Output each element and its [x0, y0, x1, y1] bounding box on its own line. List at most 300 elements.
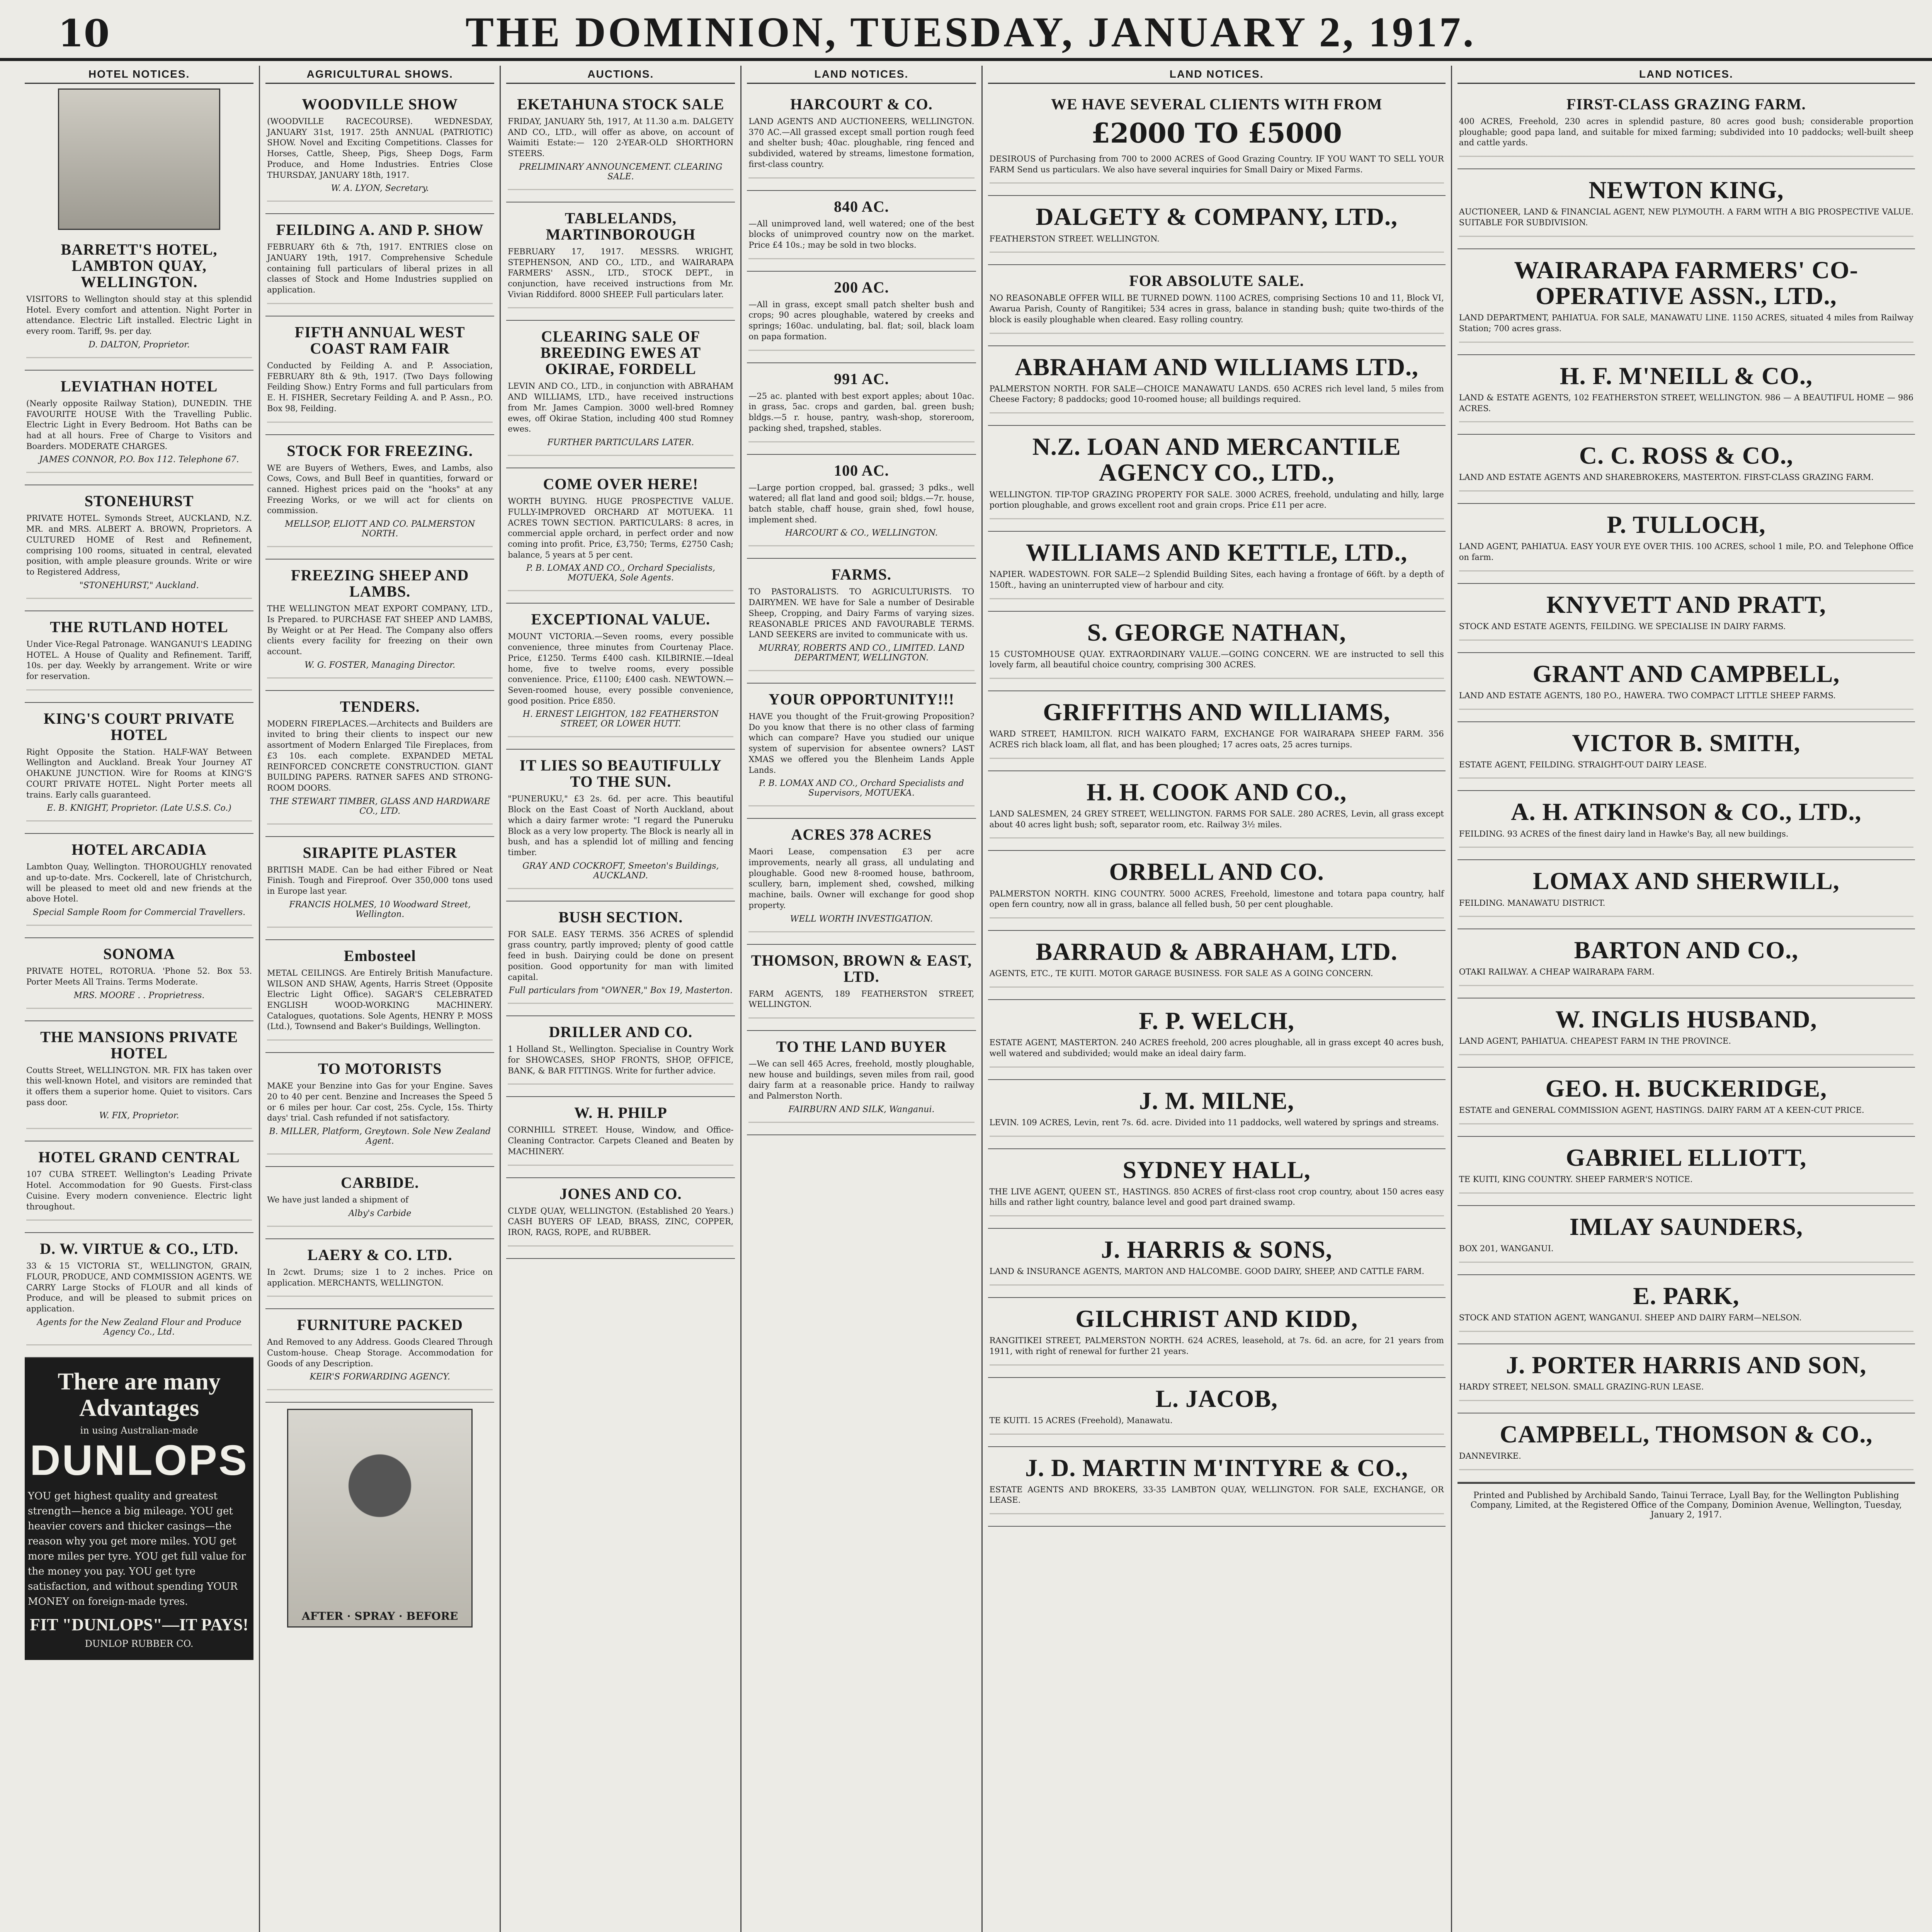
ad-body: LAND AGENTS AND AUCTIONEERS, WELLINGTON. 370 AC.—All grassed except small portion rough feed and shelter bush; 40ac. ploughable, ring fenced and subdivided, watered by streams, limestone formation, first-class country.: [748, 117, 975, 169]
text-filler: [990, 1281, 1444, 1286]
ad-title: THE MANSIONS PRIVATE HOTEL: [40, 1028, 238, 1062]
ad-title: FIRST-CLASS GRAZING FARM.: [1566, 95, 1806, 113]
advertisement: [25, 1233, 253, 1358]
text-filler: [1459, 981, 1913, 987]
text-filler: [990, 1510, 1444, 1515]
ad-title: THE RUTLAND HOTEL: [50, 618, 228, 636]
ad-body: WELLINGTON. TIP-TOP GRAZING PROPERTY FOR SALE. 3000 ACRES, freehold, undulating and hilly, large portion ploughable, and grows excellent root and grain crops. Price £11 per acre.: [989, 490, 1444, 510]
masthead: [0, 0, 1932, 61]
ad-signature: PRELIMINARY ANNOUNCEMENT. CLEARING SALE.: [519, 162, 723, 182]
ad-price: £2000 TO £5000: [1091, 117, 1342, 149]
ad-body: LAND & ESTATE AGENTS, 102 FEATHERSTON STREET, WELLINGTON. 986 — A BEAUTIFUL HOME — 986 ACRES.: [1459, 393, 1913, 413]
ad-body: LEVIN. 109 ACRES, Levin, rent 7s. 6d. acre. Divided into 11 paddocks, well watered by springs and streams.: [989, 1117, 1439, 1127]
text-filler: [508, 733, 733, 738]
text-filler: [748, 346, 974, 352]
advertisement: [988, 196, 1446, 265]
hotel-illustration: [58, 88, 220, 230]
text-filler: [990, 1212, 1444, 1217]
advertisement: [1458, 1206, 1915, 1275]
ad-title: 991 AC.: [834, 370, 889, 388]
ad-title: ACRES 378 ACRES: [791, 826, 932, 844]
page-number: 10: [58, 12, 110, 55]
ad-signature: FAIRBURN AND SILK, Wanganui.: [788, 1104, 935, 1114]
ad-signature: JAMES CONNOR, P.O. Box 112. Telephone 67.: [39, 455, 239, 465]
advertisement: [25, 938, 253, 1021]
text-filler: [1459, 1466, 1913, 1471]
ad-body: OTAKI RAILWAY. A CHEAP WAIRARAPA FARM.: [1459, 967, 1655, 977]
ad-title: EXCEPTIONAL VALUE.: [531, 611, 710, 628]
advertisement: [506, 901, 735, 1017]
ad-list: [265, 88, 494, 1403]
advertisement: [265, 1167, 494, 1239]
text-filler: [1459, 843, 1913, 849]
ad-title: J. M. MILNE,: [1139, 1087, 1294, 1114]
ad-body: BRITISH MADE. Can be had either Fibred or Neat Finish. Tough and Fireproof. Over 350,000 tons used in Europe last year.: [267, 865, 493, 896]
text-filler: [748, 928, 974, 933]
ad-title: TENDERS.: [340, 697, 420, 715]
ad-body: 107 CUBA STREET. Wellington's Leading Private Hotel. Accommodation for 90 Guests. First-class Cuisine. Every modern convenience. Electric light throughout.: [26, 1170, 252, 1211]
ad-body: In 2cwt. Drums; size 1 to 2 inches. Price on application. MERCHANTS, WELLINGTON.: [267, 1267, 493, 1287]
ad-body: TO PASTORALISTS. TO AGRICULTURISTS. TO DAIRYMEN. WE have for Sale a number of Desirable Sheep, Cropping, and Dairy Farms of varying sizes. REASONABLE PRICES AND FAVOURABLE TERMS. LAND SEEKERS are invited to communicate with us.: [748, 587, 975, 639]
text-filler: [508, 999, 733, 1005]
text-filler: [748, 255, 974, 260]
text-filler: [1459, 1258, 1913, 1264]
ad-body: MODERN FIREPLACES.—Architects and Builders are invited to bring their clients to inspect our new assortment of Modern Enlarged Tile Fireplaces, from £3 10s. each complete. EXPANDED METAL REINFORCED CONCRETE CONSTRUCTION. GIANT BUILDING PAPERS. RATNER SAFES AND STRONG-ROOM DOORS.: [267, 719, 493, 793]
ad-body: THE WELLINGTON MEAT EXPORT COMPANY, LTD., Is Prepared. to PURCHASE FAT SHEEP AND LAMBS, By Weight or at Per Head. The Company also offers clients every facility for freezing on their own account.: [267, 604, 493, 656]
ad-signature: D. DALTON, Proprietor.: [88, 340, 190, 350]
ad-body: FEBRUARY 6th & 7th, 1917. ENTRIES close on JANUARY 19th, 1917. Comprehensive Schedule containing full particulars of liberal prizes in all classes of Stock and Home Industries supplied on application.: [267, 242, 493, 295]
ad-title: 200 AC.: [834, 278, 889, 296]
text-filler: [1459, 152, 1913, 158]
text-filler: [508, 304, 733, 309]
imprint: Printed and Published by Archibald Sando, Tainui Terrace, Lyall Bay, for the Wellington Publishing Company, Limited, at the Registered Office of the Company, Dominion Avenue, Wellington, Tuesday, January 2, 1917.: [1458, 1483, 1915, 1527]
ad-body: 15 CUSTOMHOUSE QUAY. EXTRAORDINARY VALUE.—GOING CONCERN. WE are instructed to sell this lovely farm, all beautiful choice country, comprising 300 ACRES.: [989, 649, 1444, 670]
ad-body: We have just landed a shipment of: [267, 1195, 408, 1205]
ad-title: GRANT AND CAMPBELL,: [1532, 660, 1840, 687]
advertisement: [265, 837, 494, 940]
advertisement: [747, 1031, 976, 1135]
text-filler: [990, 409, 1444, 414]
ad-signature: Full particulars from "OWNER," Box 19, Masterton.: [509, 986, 733, 996]
ad-body: NO REASONABLE OFFER WILL BE TURNED DOWN. 1100 ACRES, comprising Sections 10 and 11, Block VI, Awarua Parish, County of Rangitikei; 534 acres in grass, balance in standing bush; quite two-thirds of the block is easily ploughable when cleared. Easy rolling country.: [989, 293, 1444, 324]
ad-title: STOCK FOR FREEZING.: [287, 442, 473, 459]
ad-body: —25 ac. planted with best export apples; about 10ac. in grass, 5ac. crops and garden, bal. green bush; bldgs.—5 r. house, pantry, wash-shop, storeroom, packing shed, trapshed, stables.: [748, 391, 975, 433]
ad-title: KING'S COURT PRIVATE HOTEL: [43, 709, 235, 743]
dunlop-body: YOU get highest quality and greatest strength—hence a big mileage. YOU get heavier covers and thicker casings—the reason why you get more miles. YOU get more miles per tyre. YOU get full value for the money you pay. YOU get tyre satisfaction, and without spending YOUR MONEY on foreign-made tyres.: [28, 1490, 246, 1608]
ad-signature: E. B. KNIGHT, Proprietor. (Late U.S.S. Co.): [47, 803, 231, 813]
ad-title: BARRAUD & ABRAHAM, LTD.: [1036, 938, 1398, 966]
ad-body: (Nearly opposite Railway Station), DUNEDIN. THE FAVOURITE HOUSE With the Travelling Public. Electric Light in Every Bedroom. Hot Baths can be had at all hours. Free of Charge to Visitors and Boarders. MODERATE CHARGES.: [26, 398, 252, 451]
text-filler: [990, 754, 1444, 760]
ad-body: 1 Holland St., Wellington. Specialise in Country Work for SHOWCASES, SHOP FRONTS, SHOP, OFFICE, BANK, & BAR FITTINGS. Write for further advice.: [508, 1044, 734, 1075]
advertisement: [1458, 860, 1915, 929]
text-filler: [267, 1292, 493, 1298]
ad-title: THOMSON, BROWN & EAST, LTD.: [751, 951, 972, 985]
advertisement: [988, 346, 1446, 426]
advertisement: [1458, 1413, 1915, 1483]
ad-title: LOMAX AND SHERWILL,: [1533, 867, 1840, 895]
ad-body: MAKE your Benzine into Gas for your Engine. Saves 20 to 40 per cent. Benzine and Increases the Speed 5 or 6 miles per hour. Car cost, 25s. Cycle, 15s. Thirty days' trial. Cash refunded if not satisfactory.: [267, 1081, 493, 1123]
ad-title: H. F. M'NEILL & CO.,: [1560, 362, 1813, 389]
text-filler: [267, 1222, 493, 1228]
ad-signature: P. B. LOMAX AND CO., Orchard Specialists, MOTUEKA, Sole Agents.: [526, 563, 716, 583]
advertisement: [988, 88, 1446, 196]
text-filler: [1459, 1189, 1913, 1194]
ad-signature: HARCOURT & CO., WELLINGTON.: [785, 528, 938, 538]
ad-title: C. C. ROSS & CO.,: [1579, 442, 1793, 469]
columns: [19, 66, 1920, 1932]
advertisement: [1458, 584, 1915, 653]
advertisement: [1458, 1275, 1915, 1344]
advertisement: [25, 834, 253, 938]
advertisement: [988, 1447, 1446, 1527]
advertisement: [988, 1000, 1446, 1080]
advertisement: [506, 1016, 735, 1097]
advertisement: [506, 1178, 735, 1259]
text-filler: [1459, 774, 1913, 779]
text-filler: [1459, 705, 1913, 711]
ad-title: Embosteel: [344, 947, 416, 964]
text-filler: [26, 921, 252, 927]
ad-title: GABRIEL ELLIOTT,: [1566, 1144, 1807, 1171]
ad-body: (WOODVILLE RACECOURSE). WEDNESDAY, JANUARY 31st, 1917. 25th ANNUAL (PATRIOTIC) SHOW. Novel and Exciting Competitions. Classes for Horses, Cattle, Sheep, Pigs, Sheep Dogs, Farm Produce, and Home Industries. Entries Close THURSDAY, JANUARY 18th, 1917.: [267, 117, 493, 180]
advertisement: [988, 1080, 1446, 1149]
ad-body: LAND SALESMEN, 24 GREY STREET, WELLINGTON. FARMS FOR SALE. 280 ACRES, Levin, all grass except about 40 acres light bush; soft, separator room, etc. Railway 3½ miles.: [989, 809, 1444, 829]
ad-title: VICTOR B. SMITH,: [1572, 729, 1801, 757]
ad-body: HARDY STREET, NELSON. SMALL GRAZING-RUN LEASE.: [1459, 1382, 1704, 1391]
advertisement: [25, 611, 253, 703]
ad-title: DALGETY & COMPANY, LTD.,: [1036, 203, 1398, 231]
advertisement: [1458, 929, 1915, 998]
ad-signature: Alby's Carbide: [348, 1208, 412, 1218]
text-filler: [990, 914, 1444, 919]
ad-body: "PUNERUKU," £3 2s. 6d. per acre. This beautiful Block on the East Coast of North Auckland, about which a dairy farmer wrote: "I regard the Puneruku Block as a very low property. The Block is nearly all in bush, and has a splendid lot of milling and fencing timber.: [508, 794, 734, 857]
ad-body: ESTATE and GENERAL COMMISSION AGENT, HASTINGS. DAIRY FARM AT A KEEN-CUT PRICE.: [1459, 1105, 1864, 1115]
advertisement: [747, 455, 976, 559]
ad-title: COME OVER HERE!: [543, 475, 699, 493]
ad-body: DESIROUS of Purchasing from 700 to 2000 ACRES of Good Grazing Country. IF YOU WANT TO SELL YOUR FARM Send us particulars. We also have several inquiries for Small Dairy or Mixed Farms.: [989, 154, 1444, 174]
advertisement: [988, 771, 1446, 851]
ad-body: METAL CEILINGS. Are Entirely British Manufacture. WILSON AND SHAW, Agents, Harris Street (Opposite Electric Light Office). SAGAR'S CELEBRATED ENGLISH WOOD-WORKING MACHINERY. Catalogues, quotations. Sole Agents, HENRY P. MOSS (Ltd.), Townsend and Baker's Buildings, Wellington.: [267, 968, 493, 1031]
advertisement: [988, 931, 1446, 1000]
text-filler: [508, 884, 733, 890]
ad-body: Conducted by Feilding A. and P. Association, FEBRUARY 8th & 9th, 1917. (Two Days following Feilding Show.) Entry Forms and full particulars from E. H. FISHER, Secretary Feilding A. and P. Assn., P.O. Box 98, Feilding.: [267, 361, 493, 413]
text-filler: [1459, 567, 1913, 572]
column-land-notices-b: [983, 66, 1452, 1932]
advertisement: [747, 363, 976, 455]
ad-body: PALMERSTON NORTH. KING COUNTRY. 5000 ACRES, Freehold, limestone and totara papa country, half open fern country, now all in grass, balance all felled bush, 50 per cent ploughable.: [989, 889, 1444, 909]
advertisement: [25, 485, 253, 611]
ad-title: WAIRARAPA FARMERS' CO-OPERATIVE ASSN., LTD.,: [1514, 256, 1859, 310]
ad-title: S. GEORGE NATHAN,: [1087, 618, 1346, 646]
ad-signature: MELLSOP, ELIOTT AND CO. PALMERSTON NORTH.: [285, 519, 475, 539]
ad-title: NEWTON KING,: [1588, 176, 1784, 204]
text-filler: [990, 834, 1444, 839]
advertisement: [265, 1309, 494, 1403]
text-filler: [1459, 912, 1913, 918]
ad-body: AUCTIONEER, LAND & FINANCIAL AGENT, NEW PLYMOUTH. A FARM WITH A BIG PROSPECTIVE VALUE. SUITABLE FOR SUBDIVISION.: [1459, 207, 1913, 228]
ad-title: EKETAHUNA STOCK SALE: [517, 95, 724, 113]
advertisement: [1458, 1344, 1915, 1413]
ad-title: DRILLER AND CO.: [549, 1023, 693, 1041]
text-filler: [1459, 636, 1913, 641]
ad-title: D. W. VIRTUE & CO., LTD.: [40, 1240, 238, 1258]
advertisement: [988, 1229, 1446, 1298]
ad-signature: B. MILLER, Platform, Greytown. Sole New Zealand Agent.: [269, 1127, 491, 1146]
ad-title: J. PORTER HARRIS AND SON,: [1506, 1351, 1867, 1379]
text-filler: [26, 686, 252, 691]
ad-body: LAND DEPARTMENT, PAHIATUA. FOR SALE, MANAWATU LINE. 1150 ACRES, situated 4 miles from Railway Station; 700 acres grass.: [1459, 313, 1913, 333]
ad-signature: "STONEHURST," Auckland.: [79, 580, 199, 590]
advertisement: [506, 321, 735, 468]
advertisement: [988, 426, 1446, 532]
ad-title: CARBIDE.: [340, 1174, 419, 1192]
ad-body: FEILDING. 93 ACRES of the finest dairy land in Hawke's Bay, all new buildings.: [1459, 829, 1789, 838]
text-filler: [26, 1216, 252, 1221]
ad-body: STOCK AND ESTATE AGENTS, FEILDING. WE SPECIALISE IN DAIRY FARMS.: [1459, 621, 1786, 631]
advertisement: [1458, 169, 1915, 249]
ad-title: E. PARK,: [1633, 1282, 1740, 1310]
ad-title: LAERY & CO. LTD.: [307, 1246, 452, 1264]
ad-title: BARRETT'S HOTEL, LAMBTON QUAY, WELLINGTON.: [61, 241, 218, 291]
ad-body: LAND AND ESTATE AGENTS AND SHAREBROKERS, MASTERTON. FIRST-CLASS GRAZING FARM.: [1459, 473, 1874, 482]
text-filler: [267, 1150, 493, 1155]
advertisement: [25, 234, 253, 371]
advertisement: [1458, 355, 1915, 435]
ad-body: AGENTS, ETC., TE KUITI. MOTOR GARAGE BUSINESS. FOR SALE AS A GOING CONCERN.: [989, 969, 1373, 978]
column-header: LAND NOTICES.: [1458, 66, 1915, 84]
text-filler: [1459, 338, 1913, 344]
advertisement: [25, 703, 253, 834]
text-filler: [990, 595, 1444, 600]
advertisement: [265, 940, 494, 1053]
text-filler: [1459, 487, 1913, 492]
text-filler: [508, 1080, 733, 1085]
ad-body: TE KUITI. 15 ACRES (Freehold), Manawatu.: [989, 1415, 1173, 1425]
advertisement: [265, 316, 494, 435]
advertisement: [988, 532, 1446, 612]
text-filler: [508, 587, 733, 592]
text-filler: [748, 667, 974, 672]
ad-title: J. HARRIS & SONS,: [1101, 1236, 1332, 1264]
ad-body: FARM AGENTS, 189 FEATHERSTON STREET, WELLINGTON.: [748, 989, 975, 1009]
advertisement: [1458, 435, 1915, 504]
ad-signature: MURRAY, ROBERTS AND CO., LIMITED. LAND DEPARTMENT, WELLINGTON.: [759, 643, 964, 663]
column-land-notices-c: [1452, 66, 1920, 1932]
text-filler: [990, 983, 1444, 988]
advertisement: [988, 1149, 1446, 1229]
ad-title: H. H. COOK AND CO.,: [1087, 778, 1347, 806]
advertisement: [988, 851, 1446, 931]
ad-title: FREEZING SHEEP AND LAMBS.: [291, 566, 469, 600]
advertisement: [747, 191, 976, 272]
column-header: AUCTIONS.: [506, 66, 735, 84]
ad-body: LAND AGENT, PAHIATUA. EASY YOUR EYE OVER THIS. 100 ACRES, school 1 mile, P.O. and Telephone Office on farm.: [1459, 542, 1913, 562]
ad-title: BUSH SECTION.: [558, 908, 683, 926]
ad-signature: MRS. MOORE . . Proprietress.: [73, 990, 205, 1000]
ad-body: CLYDE QUAY, WELLINGTON. (Established 20 Years.) CASH BUYERS OF LEAD, BRASS, ZINC, COPPER, IRON, RAGS, ROPE, and RUBBER.: [508, 1206, 734, 1237]
text-filler: [990, 515, 1444, 520]
advertisement: [506, 88, 735, 202]
advertisement: [988, 612, 1446, 692]
ad-body: STOCK AND STATION AGENT, WANGANUI. SHEEP AND DAIRY FARM—NELSON.: [1459, 1313, 1802, 1322]
text-filler: [267, 1386, 493, 1391]
ad-signature: KEIR'S FORWARDING AGENCY.: [310, 1372, 451, 1382]
advertisement: [1458, 1137, 1915, 1206]
ad-title: WE HAVE SEVERAL CLIENTS WITH FROM: [1051, 95, 1383, 113]
text-filler: [748, 438, 974, 443]
ad-title: J. D. MARTIN M'INTYRE & CO.,: [1025, 1454, 1408, 1481]
advertisement: [506, 750, 735, 901]
ad-list: [1458, 88, 1915, 1483]
ad-signature: WELL WORTH INVESTIGATION.: [790, 914, 933, 924]
text-filler: [267, 543, 493, 548]
ad-body: DANNEVIRKE.: [1459, 1451, 1521, 1461]
ad-title: FURNITURE PACKED: [297, 1316, 463, 1334]
ad-body: WORTH BUYING. HUGE PROSPECTIVE VALUE. FULLY-IMPROVED ORCHARD AT MOTUEKA. 11 ACRES TOWN SECTION. PARTICULARS: 8 acres, in commercial apple orchard, in perfect order and now coming into profit. Price, £3,750; Terms, £2750 Cash; balance, 5 years at 5 per cent.: [508, 497, 734, 560]
advertisement: [1458, 791, 1915, 860]
text-filler: [748, 1014, 974, 1019]
spray-illustration: AFTER · SPRAY · BEFORE: [287, 1409, 473, 1628]
ad-title: TO MOTORISTS: [318, 1060, 442, 1078]
ad-title: WILLIAMS AND KETTLE, LTD.,: [1026, 538, 1408, 566]
ad-title: LEVIATHAN HOTEL: [60, 377, 218, 395]
text-filler: [508, 451, 733, 457]
text-filler: [990, 1430, 1444, 1435]
ad-body: Coutts Street, WELLINGTON. MR. FIX has taken over this well-known Hotel, and visitors are reminded that it offers them a superior home. Quiet to visitors. Cars pass door.: [26, 1065, 252, 1107]
ad-title: FARMS.: [831, 566, 892, 583]
text-filler: [990, 1132, 1444, 1138]
text-filler: [748, 802, 974, 807]
ad-body: 33 & 15 VICTORIA ST., WELLINGTON, GRAIN, FLOUR, PRODUCE, AND COMMISSION AGENTS. WE CARRY Large Stocks of FLOUR and all kinds of Produce, and will be pleased to submit prices on application.: [26, 1261, 252, 1314]
ad-body: LAND & INSURANCE AGENTS, MARTON AND HALCOMBE. GOOD DAIRY, SHEEP, AND CATTLE FARM.: [989, 1267, 1425, 1276]
ad-body: HAVE you thought of the Fruit-growing Proposition? Do you know that there is no other class of farming which can compare? Have you studied our unique system of supervision for absentee owners? LAST XMAS we offered you the Blenheim Lands Apple Lands.: [748, 711, 975, 775]
text-filler: [26, 594, 252, 600]
ad-title: 840 AC.: [834, 197, 889, 215]
ad-signature: FRANCIS HOLMES, 10 Woodward Street, Wellington.: [289, 900, 471, 919]
advertisement: [265, 560, 494, 691]
ad-signature: P. B. LOMAX AND CO., Orchard Specialists and Supervisors, MOTUEKA.: [759, 779, 964, 798]
ad-body: FOR SALE. EASY TERMS. 356 ACRES of splendid grass country, partly improved; plenty of good cattle feed in bush. Dairying could be done on present position. Good opportunity for man with limited capital.: [508, 929, 734, 982]
ad-body: THE LIVE AGENT, QUEEN ST., HASTINGS. 850 ACRES of first-class root crop country, about 150 acres easy hills and rather light country, balance level and good part drained swamp.: [989, 1187, 1444, 1207]
ad-title: BARTON AND CO.,: [1574, 936, 1799, 964]
ad-title: GILCHRIST AND KIDD,: [1075, 1305, 1358, 1333]
text-filler: [748, 1118, 974, 1124]
ad-title: P. TULLOCH,: [1607, 511, 1766, 539]
ad-title: JONES AND CO.: [560, 1185, 682, 1202]
text-filler: [26, 468, 252, 474]
ad-body: Under Vice-Regal Patronage. WANGANUI'S LEADING HOTEL. A House of Quality and Refinement. Tariff, 10s. per day. Weekly by arrangement. Write or wire for reservation.: [26, 639, 252, 681]
advertisement: [1458, 504, 1915, 584]
advertisement: [25, 1021, 253, 1142]
text-filler: [26, 1004, 252, 1010]
ad-body: RANGITIKEI STREET, PALMERSTON NORTH. 624 ACRES, leasehold, at 7s. 6d. an acre, for 21 years from 1911, with right of renewal for further 21 years.: [989, 1336, 1444, 1356]
ad-title: SIRAPITE PLASTER: [303, 844, 457, 861]
ad-title: GEO. H. BUCKERIDGE,: [1545, 1075, 1827, 1102]
ad-body: —We can sell 465 Acres, freehold, mostly ploughable, new house and buildings, seven miles from rail, good dairy farm at a reasonable price. Handy to railway and Palmerston North.: [748, 1059, 975, 1101]
text-filler: [1459, 1120, 1913, 1125]
advertisement: [747, 559, 976, 684]
advertisement: [1458, 653, 1915, 722]
text-filler: [990, 329, 1444, 335]
page-title: THE DOMINION, TUESDAY, JANUARY 2, 1917.: [465, 9, 1476, 56]
ad-body: PRIVATE HOTEL. Symonds Street, AUCKLAND, N.Z. MR. and MRS. ALBERT A. BROWN, Proprietors. A CULTURED HOME of Rest and Refinement, comprising 100 rooms, situated in central, elevated position, with ample pleasure grounds. Write or wire to Registered Address,: [26, 514, 252, 577]
text-filler: [1459, 418, 1913, 423]
ad-title: HOTEL ARCADIA: [71, 841, 207, 859]
advertisement: [747, 684, 976, 819]
ad-title: WOODVILLE SHOW: [302, 95, 458, 113]
column-header: HOTEL NOTICES.: [25, 66, 253, 84]
text-filler: [1459, 232, 1913, 238]
ad-title: GRIFFITHS AND WILLIAMS,: [1043, 698, 1390, 726]
column-auctions: [501, 66, 742, 1932]
ad-body: PRIVATE HOTEL, ROTORUA. 'Phone 52. Box 53. Porter Meets All Trains. Terms Moderate.: [26, 966, 252, 986]
text-filler: [26, 817, 252, 822]
ad-body: FRIDAY, JANUARY 5th, 1917, At 11.30 a.m. DALGETY AND CO., LTD., will offer as above, on account of Waimiti Estate:— 120 2-YEAR-OLD SHORTHORN STEERS.: [508, 117, 734, 158]
advertisement: [506, 468, 735, 604]
ad-body: PALMERSTON NORTH. FOR SALE—CHOICE MANAWATU LANDS. 650 ACRES rich level land, 5 miles from Cheese Factory; 8 paddocks; good 10-roomed house; all buildings required.: [989, 384, 1444, 404]
advertisement: [506, 1097, 735, 1178]
ad-body: LAND AGENT, PAHIATUA. CHEAPEST FARM IN THE PROVINCE.: [1459, 1036, 1731, 1046]
dunlop-line2: Advantages: [79, 1395, 199, 1422]
text-filler: [990, 248, 1444, 253]
ad-signature: H. ERNEST LEIGHTON, 182 FEATHERSTON STREET, OR LOWER HUTT.: [522, 709, 719, 729]
ad-body: TE KUITI, KING COUNTRY. SHEEP FARMER'S NOTICE.: [1459, 1175, 1693, 1184]
text-filler: [508, 185, 733, 191]
text-filler: [990, 1361, 1444, 1366]
ad-title: FEILDING A. AND P. SHOW: [276, 221, 484, 239]
text-filler: [267, 923, 493, 929]
ad-title: FIFTH ANNUAL WEST COAST RAM FAIR: [294, 323, 465, 357]
ad-list: [747, 88, 976, 1135]
ad-title: N.Z. LOAN AND MERCANTILE AGENCY CO., LTD.,: [1032, 433, 1401, 486]
text-filler: [990, 674, 1444, 680]
column-hotel-notices: [19, 66, 260, 1932]
advertisement: [265, 1053, 494, 1167]
ad-list: [25, 234, 253, 1358]
advertisement: [265, 214, 494, 316]
ad-title: KNYVETT AND PRATT,: [1546, 590, 1826, 618]
ad-body: Maori Lease, compensation £3 per acre improvements, nearly all grass, all undulating and ploughable. Good new 8-roomed house, bathroom, scullery, barn, implement shed, cowshed, milking machine, bails. Owner will exchange for good shop property.: [748, 847, 975, 910]
advertisement: [988, 1378, 1446, 1447]
text-filler: [1459, 1396, 1913, 1402]
column-agricultural-shows: [260, 66, 501, 1932]
text-filler: [1459, 1051, 1913, 1056]
advertisement: [1458, 1068, 1915, 1137]
advertisement: [1458, 998, 1915, 1068]
advertisement: [506, 604, 735, 750]
ad-title: 100 AC.: [834, 461, 889, 479]
ad-body: LEVIN AND CO., LTD., in conjunction with ABRAHAM AND WILLIAMS, LTD., have received instructions from Mr. James Campion. 3000 well-bred Romney ewes, off Okirae Station, including 400 stud Romney ewes.: [508, 381, 734, 434]
ad-signature: Agents for the New Zealand Flour and Produce Agency Co., Ltd.: [37, 1317, 242, 1337]
dunlop-line3: in using Australian-made: [80, 1425, 198, 1436]
ad-signature: GRAY AND COCKROFT, Smeeton's Buildings, AUCKLAND.: [522, 861, 719, 881]
dunlop-footer: DUNLOP RUBBER CO.: [85, 1638, 194, 1649]
ad-body: LAND AND ESTATE AGENTS, 180 P.O., HAWERA. TWO COMPACT LITTLE SHEEP FARMS.: [1459, 690, 1836, 700]
ad-signature: FURTHER PARTICULARS LATER.: [547, 438, 694, 448]
advertisement: [265, 1239, 494, 1309]
ad-title: IMLAY SAUNDERS,: [1569, 1213, 1803, 1240]
dunlop-line1: There are many: [58, 1368, 221, 1395]
ad-signature: W. G. FOSTER, Managing Director.: [304, 660, 456, 670]
ad-body: —Large portion cropped, bal. grassed; 3 pdks., well watered; all flat land and good soil; bldgs.—7r. house, batch stable, chaff house, grain shed, fowl house, implement shed.: [748, 483, 975, 524]
advertisement: [988, 691, 1446, 771]
ad-title: CAMPBELL, THOMSON & CO.,: [1500, 1420, 1873, 1448]
text-filler: [267, 820, 493, 825]
text-filler: [990, 1063, 1444, 1068]
ad-title: A. H. ATKINSON & CO., LTD.,: [1511, 798, 1862, 826]
advertisement: [747, 88, 976, 191]
